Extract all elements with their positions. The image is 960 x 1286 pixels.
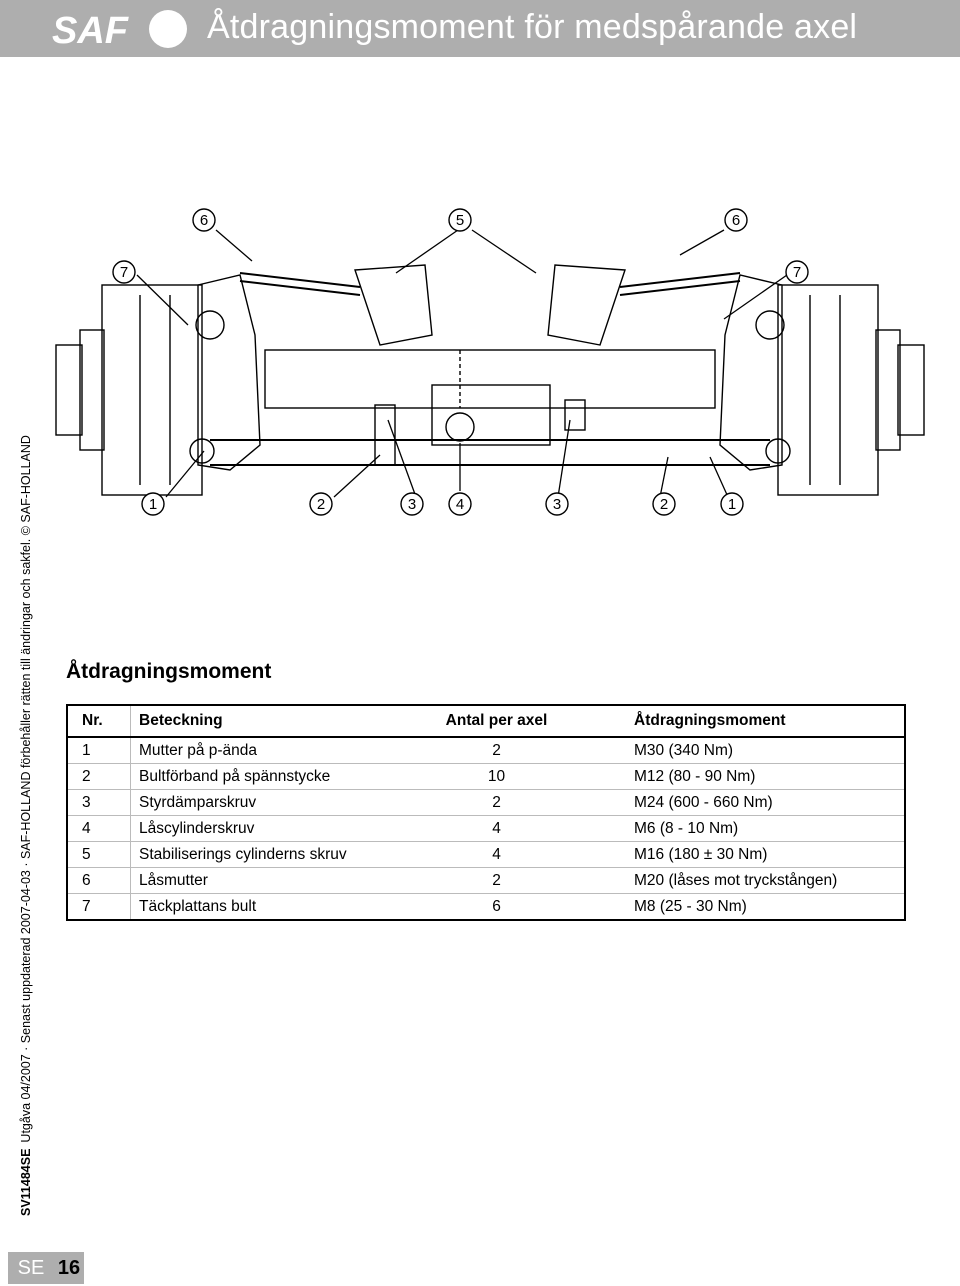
steering-damper-right xyxy=(565,400,585,430)
cell-description: Styrdämparskruv xyxy=(131,790,400,816)
lock-cylinder xyxy=(446,413,474,441)
svg-text:SAF: SAF xyxy=(52,10,128,49)
cell-torque: M20 (låses mot tryckstången) xyxy=(594,868,905,894)
left-kingpin xyxy=(196,311,224,339)
revision-note: Utgåva 04/2007 · Senast uppdaterad 2007-04-03 · SAF-HOLLAND förbehåller rätten till ändringar och sakfel. © SAF-HOLLAND xyxy=(19,435,33,1143)
stabilizer-cylinder-right xyxy=(548,265,625,345)
cell-description: Stabiliserings cylinderns skruv xyxy=(131,842,400,868)
cell-nr: 7 xyxy=(67,894,131,921)
cell-torque: M30 (340 Nm) xyxy=(634,741,734,759)
torque-table xyxy=(66,704,906,921)
callout-label: 2 xyxy=(659,496,669,513)
cell-quantity: 6 xyxy=(399,894,594,921)
cell-description: Täckplattans bult xyxy=(131,894,400,921)
table-row xyxy=(67,737,905,764)
cell-nr: 5 xyxy=(67,842,131,868)
page-title: Åtdragningsmoment för medspårande axel xyxy=(207,8,858,46)
cell-torque: M8 (25 - 30 Nm) xyxy=(594,894,905,921)
cell-nr: 1 xyxy=(67,737,131,764)
cell-description: Bultförband på spännstycke xyxy=(131,764,400,790)
document-number: SV11484SE xyxy=(19,1148,33,1216)
table-row xyxy=(67,764,905,790)
cell-quantity: 4 xyxy=(399,816,594,842)
cell-quantity: 2 xyxy=(492,741,501,759)
side-document-note xyxy=(14,435,38,1216)
left-hub xyxy=(80,330,104,450)
callout-label: 1 xyxy=(148,496,158,513)
right-brake-drum xyxy=(778,285,878,495)
table-row xyxy=(67,790,905,816)
callout-label: 4 xyxy=(455,496,465,513)
column-header-quantity: Antal per axel xyxy=(399,705,594,737)
callout-label: 7 xyxy=(119,264,129,281)
axle-diagram xyxy=(40,195,940,525)
right-hub xyxy=(876,330,900,450)
cell-nr: 2 xyxy=(67,764,131,790)
left-hub-cap xyxy=(56,345,82,435)
table-row xyxy=(67,894,905,921)
stabilizer-cylinder-left xyxy=(355,265,432,345)
callout-label: 3 xyxy=(407,496,417,513)
language-badge: SE xyxy=(8,1252,54,1284)
column-header-description: Beteckning xyxy=(131,705,400,737)
page-header xyxy=(0,0,960,57)
callout-label: 6 xyxy=(199,212,209,229)
cell-quantity: 10 xyxy=(399,764,594,790)
column-header-nr: Nr. xyxy=(67,705,131,737)
callout-label: 5 xyxy=(455,212,465,229)
axle-beam xyxy=(265,350,715,408)
table-header-row xyxy=(67,705,905,737)
callout-label: 6 xyxy=(731,212,741,229)
cell-nr: 6 xyxy=(67,868,131,894)
cell-torque: M16 (180 ± 30 Nm) xyxy=(594,842,905,868)
cell-quantity: 2 xyxy=(399,790,594,816)
cell-quantity: 2 xyxy=(399,868,594,894)
callout-label: 2 xyxy=(316,496,326,513)
callout-label: 1 xyxy=(727,496,737,513)
table-row xyxy=(67,842,905,868)
saf-logo xyxy=(52,9,192,49)
cell-torque: M6 (8 - 10 Nm) xyxy=(594,816,905,842)
cell-description: Mutter på p-ända xyxy=(139,741,258,759)
right-kingpin xyxy=(756,311,784,339)
page-number: 16 xyxy=(54,1252,84,1284)
table-row xyxy=(67,816,905,842)
left-brake-drum xyxy=(102,285,202,495)
cell-description: Låscylinderskruv xyxy=(131,816,400,842)
section-title: Åtdragningsmoment xyxy=(66,660,272,683)
cell-torque: M12 (80 - 90 Nm) xyxy=(594,764,905,790)
callout-label: 3 xyxy=(552,496,562,513)
column-header-torque: Åtdragningsmoment xyxy=(594,705,905,737)
table-row xyxy=(67,868,905,894)
callout-label: 7 xyxy=(792,264,802,281)
cell-torque: M24 (600 - 660 Nm) xyxy=(594,790,905,816)
right-hub-cap xyxy=(898,345,924,435)
cell-quantity: 4 xyxy=(399,842,594,868)
cell-description: Låsmutter xyxy=(131,868,400,894)
cell-nr: 3 xyxy=(67,790,131,816)
cell-nr: 4 xyxy=(67,816,131,842)
